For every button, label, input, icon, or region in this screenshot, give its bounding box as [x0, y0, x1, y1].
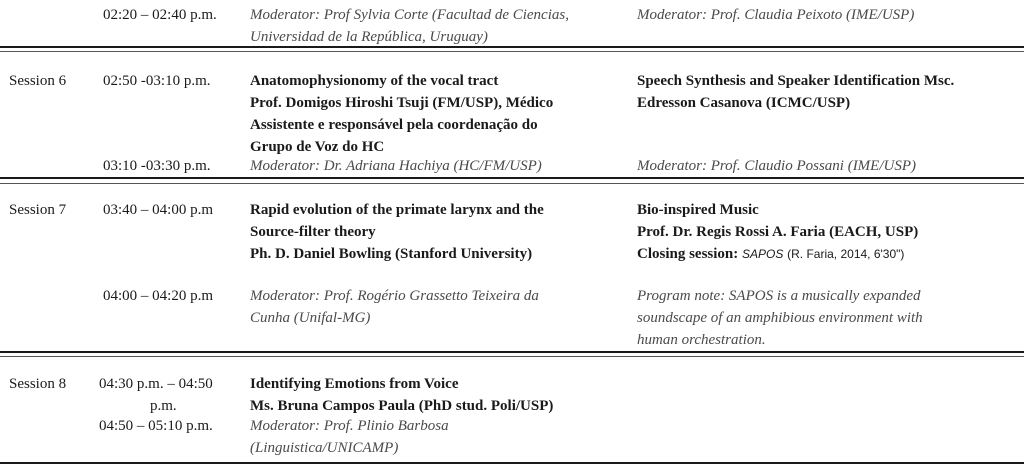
- speaker-left: Ms. Bruna Campos Paula (PhD stud. Poli/USP): [250, 398, 554, 414]
- moderator-left-line1: Moderator: Prof Sylvia Corte (Facultad de Ciencias,: [250, 7, 569, 23]
- closing-session: [637, 243, 904, 265]
- time-slot-line2: p.m.: [150, 398, 177, 414]
- session-label: Session 8: [9, 376, 67, 392]
- time-slot: 03:40 – 04:00 p.m: [103, 202, 214, 218]
- talk-title-left-line2: Source-filter theory: [250, 224, 376, 240]
- row-divider: [0, 46, 1024, 48]
- time-slot: 03:10 -03:30 p.m.: [103, 158, 211, 174]
- speaker-right: Edresson Casanova (ICMC/USP): [637, 95, 851, 111]
- moderator-left: Moderator: Dr. Adriana Hachiya (HC/FM/USP): [250, 158, 542, 174]
- closing-session-work: SAPOS: [742, 247, 784, 261]
- speaker-left: Ph. D. Daniel Bowling (Stanford University): [250, 246, 533, 262]
- row-divider-thin: [0, 183, 1024, 184]
- program-note-line3: human orchestration.: [637, 332, 766, 348]
- talk-title-right: Bio-inspired Music: [637, 202, 759, 218]
- time-slot: 04:00 – 04:20 p.m: [103, 288, 214, 304]
- moderator-left-line2: Universidad de la República, Uruguay): [250, 29, 488, 45]
- closing-session-detail: (R. Faria, 2014, 6'30"): [787, 247, 905, 261]
- moderator-left-line2: Cunha (Unifal-MG): [250, 310, 371, 326]
- row-divider: [0, 462, 1024, 464]
- time-slot: 02:50 -03:10 p.m.: [103, 73, 211, 89]
- talk-title-left: Identifying Emotions from Voice: [250, 376, 459, 392]
- speaker-left-line1: Prof. Domigos Hiroshi Tsuji (FM/USP), Médico: [250, 95, 554, 111]
- moderator-right: Moderator: Prof. Claudia Peixoto (IME/USP): [637, 7, 915, 23]
- talk-title-left-line1: Rapid evolution of the primate larynx and the: [250, 202, 544, 218]
- speaker-left-line3: Grupo de Voz do HC: [250, 139, 385, 155]
- program-note-line1: Program note: SAPOS is a musically expanded: [637, 288, 921, 304]
- moderator-left-line1: Moderator: Prof. Plinio Barbosa: [250, 418, 449, 434]
- row-divider-thin: [0, 51, 1024, 52]
- row-divider: [0, 351, 1024, 353]
- row-divider-thin: [0, 356, 1024, 357]
- speaker-right: Prof. Dr. Regis Rossi A. Faria (EACH, USP): [637, 224, 919, 240]
- time-slot-line1: 04:30 p.m. – 04:50: [99, 376, 213, 392]
- row-divider: [0, 177, 1024, 179]
- session-label: Session 6: [9, 73, 67, 89]
- speaker-left-line2: Assistente e responsável pela coordenação do: [250, 117, 538, 133]
- talk-title-right: Speech Synthesis and Speaker Identification Msc.: [637, 73, 955, 89]
- session-label: Session 7: [9, 202, 67, 218]
- closing-session-label: Closing session:: [637, 246, 739, 262]
- moderator-left-line1: Moderator: Prof. Rogério Grassetto Teixeira da: [250, 288, 539, 304]
- moderator-left-line2: (Linguistica/UNICAMP): [250, 440, 399, 456]
- moderator-right: Moderator: Prof. Claudio Possani (IME/USP): [637, 158, 917, 174]
- time-slot: 04:50 – 05:10 p.m.: [99, 418, 213, 434]
- program-note-line2: soundscape of an amphibious environment with: [637, 310, 923, 326]
- talk-title-left: Anatomophysionomy of the vocal tract: [250, 73, 499, 89]
- time-slot: 02:20 – 02:40 p.m.: [103, 7, 217, 23]
